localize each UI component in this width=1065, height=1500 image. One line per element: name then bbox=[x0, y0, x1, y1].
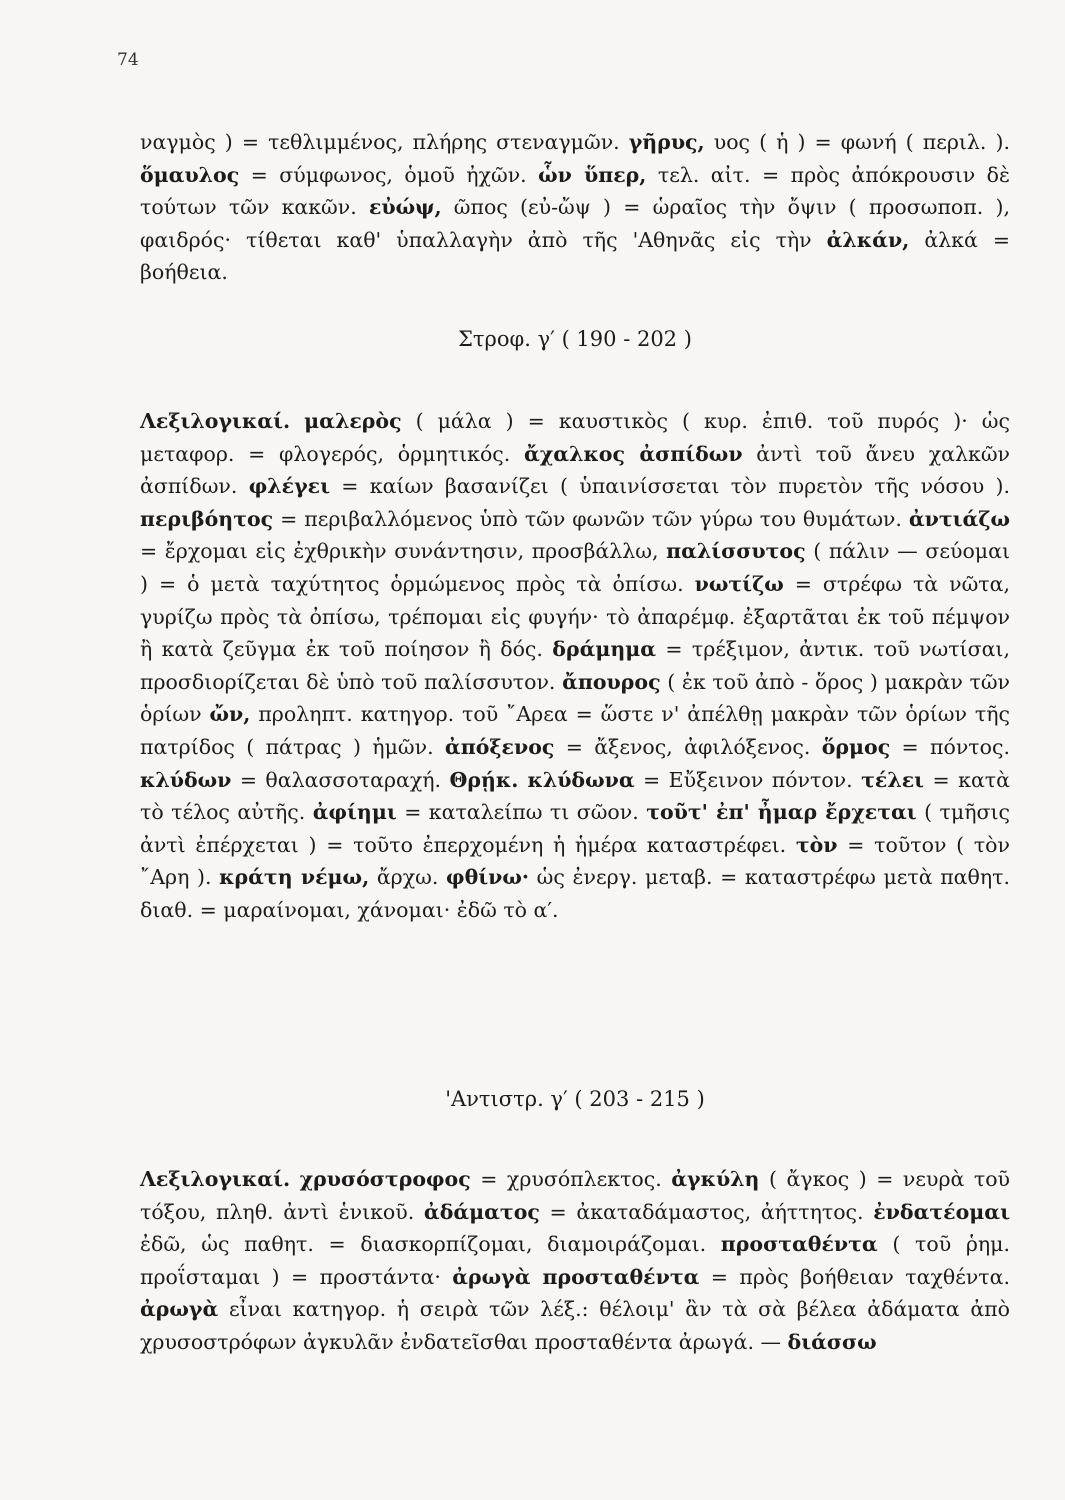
headword: ἀρωγὰ προσταθέντα bbox=[452, 1264, 700, 1289]
headword: ἀγκύλη bbox=[671, 1167, 760, 1191]
headword: ἐνδατέομαι bbox=[873, 1199, 1010, 1224]
headword: ἀλκάν, bbox=[826, 227, 910, 252]
headword: Λεξιλογικαί. bbox=[140, 1167, 291, 1191]
headword: ἀφίημι bbox=[312, 800, 397, 825]
headword: τὸν bbox=[795, 832, 838, 857]
headword: διάσσω bbox=[787, 1329, 877, 1354]
section-heading-antistrophe: 'Αντιστρ. γ′ ( 203 - 215 ) bbox=[445, 1087, 705, 1111]
section-heading-strophe: Στροφ. γ′ ( 190 - 202 ) bbox=[458, 327, 692, 351]
headword: παλίσσυτος bbox=[666, 539, 806, 564]
headword: κλύδων bbox=[140, 767, 232, 792]
headword: δράμημα bbox=[552, 637, 657, 662]
headword: ἄπουρος bbox=[562, 669, 661, 694]
headword: ἀντιάζω bbox=[908, 506, 1010, 531]
headword: φλέγει bbox=[248, 474, 330, 499]
headword: περιβόητος bbox=[140, 506, 274, 531]
headword: ὅμαυλος bbox=[140, 162, 240, 187]
headword: ἀρωγὰ bbox=[140, 1297, 219, 1322]
text-block-antistrophe-glossary: Λεξιλογικαί. χρυσόστροφος = χρυσόπλεκτος. ἀγκύλη ( ἄγκος ) = νευρὰ τοῦ τόξου, πληθ. ἀντὶ ἑνικοῦ. ἀδάματος = ἀκαταδάμαστος, ἀήττητος. ἐνδατέομαι ἐδῶ, ὡς παθητ. = διασκορπίζομαι, διαμοιράζομαι. προσταθέντα ( τοῦ ῥημ. προΐσταμαι ) = προστάντα· ἀρωγὰ προσταθέντα = πρὸς βοήθειαν ταχθέντα. ἀρωγὰ εἶναι κατηγορ. ἡ σειρὰ τῶν λέξ.: θέλοιμ' ἂν τὰ σὰ βέλεα ἀδάματα ἀπὸ χρυσοστρόφων ἀγκυλᾶν ἐνδατεῖσθαι προσταθέντα ἀρωγά. — διάσσω bbox=[140, 1167, 1010, 1354]
headword: τοῦτ' ἐπ' ἦμαρ ἔρχεται bbox=[646, 800, 917, 825]
headword: κράτη νέμω, bbox=[219, 865, 370, 890]
headword: τέλει bbox=[861, 767, 925, 792]
headword: νωτίζω bbox=[694, 571, 784, 596]
headword: μαλερὸς bbox=[304, 409, 402, 433]
text-block-strophe-glossary: Λεξιλογικαί. μαλερὸς ( μάλα ) = καυστικὸς ( κυρ. ἐπιθ. τοῦ πυρός )· ὡς μεταφορ. = φλογερός, ὁρμητικός. ἄχαλκος ἀσπίδων ἀντὶ τοῦ ἄνευ χαλκῶν ἀσπίδων. φλέγει = καίων βασανίζει ( ὑπαινίσσεται τὸν πυρετὸν τῆς νόσου ). περιβόητος = περιβαλλόμενος ὑπὸ τῶν φωνῶν τῶν γύρω του θυμάτων. ἀντιάζω = ἔρχομαι εἰς ἐχθρικὴν συνάντησιν, προσβάλλω, παλίσσυτος ( πάλιν — σεύομαι ) = ὁ μετὰ ταχύτητος ὁρμώμενος πρὸς τὰ ὀπίσω. νωτίζω = στρέφω τὰ νῶτα, γυρίζω πρὸς τὰ ὀπίσω, τρέπομαι εἰς φυγήν· τὸ ἀπαρέμφ. ἐξαρτᾶται ἐκ τοῦ πέμψον ἢ κατὰ ζεῦγμα ἐκ τοῦ ποίησον ἢ δός. δράμημα = τρέξιμον, ἀντικ. τοῦ νωτίσαι, προσδιορίζεται δὲ ὑπὸ τοῦ παλίσσυτον. ἄπουρος ( ἐκ τοῦ ἀπὸ - ὅρος ) μακρὰν τῶν ὁρίων ὤν, προληπτ. κατηγορ. τοῦ ῎Αρεα = ὥστε ν' ἀπέλθῃ μακρὰν τῶν ὁρίων τῆς πατρίδος ( πάτρας ) ἡμῶν. ἀπόξενος = ἄξενος, ἀφιλόξενος. ὅρμος = πόντος. κλύδων = θαλασσοταραχή. Θρῄκ. κλύδωνα = Εὔξεινον πόντον. τέλει = κατὰ τὸ τέλος αὐτῆς. ἀφίημι = καταλείπω τι σῶον. τοῦτ' ἐπ' ἦμαρ ἔρχεται ( τμῆσις ἀντὶ ἐπέρχεται ) = τοῦτο ἐπερχομένη ἡ ἡμέρα καταστρέφει. τὸν = τοῦτον ( τὸν ῎Αρη ). κράτη νέμω, ἄρχω. φθίνω· ὡς ἐνεργ. μεταβ. = καταστρέφω μετὰ παθητ. διαθ. = μαραίνομαι, χάνομαι· ἐδῶ τὸ α′. bbox=[140, 409, 1011, 922]
headword: εὐώψ, bbox=[368, 195, 442, 220]
headword: γῆρυς, bbox=[628, 130, 705, 154]
text-block-intro: ναγμὸς ) = τεθλιμμένος, πλήρης στεναγμῶν. γῆρυς, υος ( ἡ ) = φωνή ( περιλ. ). ὅμαυλος = σύμφωνος, ὁμοῦ ἠχῶν. ὧν ὕπερ, τελ. αἰτ. = πρὸς ἀπόκρουσιν δὲ τούτων τῶν κακῶν. εὐώψ, ῶπος (εὐ-ὤψ ) = ὡραῖος τὴν ὄψιν ( προσωποπ. ), φαιδρός· τίθεται καθ' ὑπαλλαγὴν ἀπὸ τῆς 'Αθηνᾶς εἰς τὴν ἀλκάν, ἀλκά = βοήθεια. bbox=[140, 130, 1011, 285]
headword: ἀδάματος bbox=[423, 1199, 540, 1224]
page-number: 74 bbox=[117, 50, 139, 70]
headword: ἀπόξενος bbox=[444, 734, 555, 759]
headword: ἄχαλκος ἀσπίδων bbox=[524, 441, 743, 466]
headword: ὅρμος bbox=[821, 734, 891, 759]
headword: φθίνω· bbox=[446, 865, 530, 890]
headword: Λεξιλογικαί. bbox=[140, 409, 291, 433]
headword: ὤν, bbox=[209, 702, 251, 727]
headword: Θρῄκ. κλύδωνα bbox=[449, 767, 635, 792]
headword: προσταθέντα bbox=[720, 1232, 878, 1257]
headword: χρυσόστροφος bbox=[299, 1167, 471, 1191]
headword: ὧν ὕπερ, bbox=[538, 162, 647, 187]
